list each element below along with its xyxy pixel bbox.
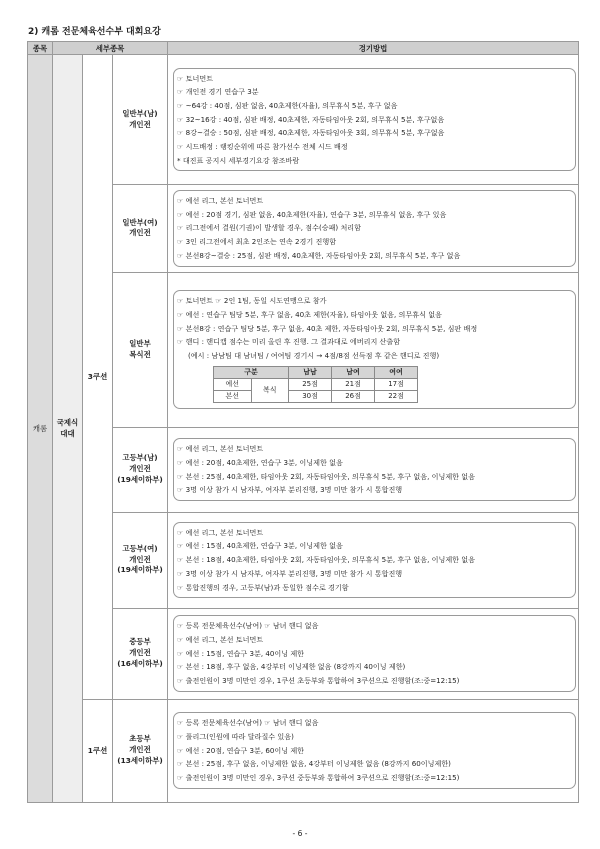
category-name-line: 고등부(남) [122,453,158,463]
rule-line: ☞ 8강~결승 : 50점, 심판 배정, 40초제한, 자동타임아웃 3회, 의무휴식 5분, 후구없음 [177,128,445,138]
rules-cell [168,427,579,512]
handicap-header-row [214,366,418,378]
handicap-value: 21점 [332,378,375,390]
rule-line: ☞ 예선 리그, 본선 토너먼트 [177,527,264,537]
rule-line: ☞ 출전인원이 3명 미만인 경우, 3쿠션 중등부와 통합하여 3쿠션으로 진행함(조:중=12:15) [177,773,460,783]
category-name [113,55,168,185]
rule-line: ☞ 예선 : 연습구 팀당 5분, 후구 없음, 40초 제한(자율), 타임아웃 없음, 의무휴식 없음 [177,309,442,319]
rules-box [173,438,576,501]
rules-cell [168,185,579,273]
cushion-3-cell: 3쿠션 [83,55,113,700]
handicap-header-cell: 남남 [289,366,332,378]
rule-line: ☞ 본선 : 25점, 40초제한, 타임아웃 2회, 자동타임아웃, 의무휴식 5분, 후구 없음, 이닝제한 없음 [177,471,475,481]
rule-line: ☞ 출전인원이 3명 미만인 경우, 1쿠션 초등부와 통합하여 3쿠션으로 진행함(조:중=12:15) [177,676,460,686]
category-name [113,185,168,273]
rule-line: ☞ 예선 리그, 본선 토너먼트 [177,634,264,644]
handicap-value: 26점 [332,390,375,402]
group-label: 국제식 [56,418,79,428]
rule-line: ☞ 통합진행의 경우, 고등부(남)과 동일한 점수로 경기함 [177,582,349,592]
rule-line: ☞ 3인 리그전에서 최초 2인조는 연속 2경기 진행함 [177,237,337,247]
handicap-row [214,378,418,390]
rule-line: ☞ 핸디 : 핸디캡 점수는 미리 올린 후 진행. 그 결과대로 에버리지 산출함 [177,337,401,347]
rules-table [27,41,579,803]
rule-line: ☞ 본선8강~결승 : 25점, 심판 배정, 40초제한, 자동타임아웃 2회, 의무휴식 5분, 후구 없음 [177,250,461,260]
rule-line: ☞ 본선 : 18점, 40초제한, 타임아웃 2회, 자동타임아웃, 의무휴식 5분, 후구 없음, 이닝제한 없음 [177,555,475,565]
rule-line: ☞ 32~16강 : 40점, 심판 배정, 40초제한, 자동타임아웃 2회, 의무휴식 5분, 후구없음 [177,114,445,124]
table-row [28,55,579,185]
header-method: 경기방법 [168,42,579,55]
rules-box [173,68,576,172]
rule-line: * 대진표 공지시 세부경기요강 참조바람 [177,155,300,165]
rule-line: ☞ 등록 전문체육선수(남여) ☞ 남녀 핸디 없음 [177,621,319,631]
rules-cell [168,512,579,608]
category-name-line: 개인전 [129,464,151,474]
rule-line: ☞ 3명 이상 참가 시 남자부, 여자부 분리진행, 3명 미만 참가 시 통합진행 [177,485,403,495]
rule-line: ☞ 예선 : 20점, 연습구 3분, 60이닝 제한 [177,745,305,755]
category-name [113,699,168,802]
handicap-merged: 복식 [251,378,289,402]
header-event: 세부종목 [53,42,168,55]
category-name [113,608,168,699]
rule-line: ☞ 본선 : 25점, 후구 없음, 이닝제한 없음, 4강부터 이닝제한 없음 (8강까지 60이닝제한) [177,759,451,769]
group-cell [53,55,83,803]
category-name-line: 복식전 [129,349,151,359]
category-name-line: (16세이하부) [117,658,163,668]
category-name-line: 초등부 [129,734,151,744]
category-name-line: 개인전 [129,119,151,129]
rule-line: ☞ 토너먼트 ☞ 2인 1팀, 동일 시도연맹으로 참가 [177,296,327,306]
handicap-row [214,390,418,402]
category-name-line: 일반부(여) [122,217,158,227]
header-sport: 종목 [28,42,53,55]
handicap-value: 25점 [289,378,332,390]
rule-line: ☞ 리그전에서 결원(기권)이 발생할 경우, 점수(승패) 처리함 [177,223,361,233]
rule-line: ☞ 개인전 경기 연습구 3분 [177,87,259,97]
rule-line: (예시 : 남남팀 대 남녀팀 / 여여팀 경기시 → 4점/8점 선득점 후 같은 핸디로 진행) [188,351,440,361]
rules-cell [168,55,579,185]
cushion-1-cell: 1쿠션 [83,699,113,802]
category-name-line: 개인전 [129,554,151,564]
category-name-line: (13세이하부) [117,755,163,765]
rule-line: ☞ 예선 : 20점 경기, 심판 없음, 40초제한(자율), 연습구 3분, 의무휴식 없음, 후구 있음 [177,209,447,219]
category-name [113,427,168,512]
rules-box [173,615,576,692]
table-row [28,699,579,802]
category-name-line: 개인전 [129,745,151,755]
group-label: 대대 [60,429,75,439]
rule-line: ☞ 예선 : 15점, 연습구 3분, 40이닝 제한 [177,648,305,658]
handicap-row-label: 본선 [214,390,252,402]
category-name-line: (19세이하부) [117,565,163,575]
handicap-header-cell: 여여 [375,366,418,378]
rule-line: ☞ 본선8강 : 연습구 팀당 5분, 후구 없음, 40초 제한, 자동타임아웃 2회, 의무휴식 5분, 심판 배정 [177,323,478,333]
handicap-table [213,366,418,403]
rule-line: ☞ 예선 리그, 본선 토너먼트 [177,196,264,205]
category-name-line: 일반부 [129,338,151,348]
rule-line: ☞ 등록 전문체육선수(남여) ☞ 남녀 핸디 없음 [177,718,319,728]
category-name [113,272,168,427]
handicap-value: 17점 [375,378,418,390]
category-name-line: 고등부(여) [122,543,158,553]
sport-cell: 캐롬 [28,55,53,803]
section-heading: 2) 캐롬 전문체육선수부 대회요강 [28,27,161,37]
category-name-line: 중등부 [129,637,151,647]
handicap-value: 22점 [375,390,418,402]
rules-box [173,712,576,789]
rule-line: ☞ 풀리그(인원에 따라 달라질수 있음) [177,731,294,741]
page-number: - 6 - [292,829,308,838]
handicap-header-cell: 구분 [214,366,289,378]
rules-box [173,190,576,267]
category-name-line: 개인전 [129,228,151,238]
category-name [113,512,168,608]
rule-line: ☞ 시드배정 : 랭킹순위에 따른 참가선수 전체 시드 배정 [177,142,348,152]
category-name-line: 일반부(남) [122,108,158,118]
rule-line: ☞ 예선 리그, 본선 토너먼트 [177,444,264,454]
rule-line: ☞ 예선 : 20점, 40초제한, 연습구 3분, 이닝제한 없음 [177,457,343,467]
rule-line: ☞ 3명 이상 참가 시 남자부, 여자부 분리진행, 3명 미만 참가 시 통합진행 [177,568,403,578]
rules-cell [168,699,579,802]
handicap-row-label: 예선 [214,378,252,390]
category-name-line: (19세이하부) [117,474,163,484]
rules-box [173,290,576,409]
handicap-value: 30점 [289,390,332,402]
rules-cell [168,608,579,699]
rule-line: ☞ 본선 : 18점, 후구 없음, 4강부터 이닝제한 없음 (8강까지 40이닝 제한) [177,662,406,672]
handicap-header-cell: 남여 [332,366,375,378]
category-name-line: 개인전 [129,648,151,658]
table-header-row [28,42,579,55]
rules-box [173,522,576,599]
rule-line: ☞ 예선 : 15점, 40초제한, 연습구 3분, 이닝제한 없음 [177,541,343,551]
rules-cell [168,272,579,427]
rule-line: ☞ 토너먼트 [177,73,214,83]
rule-line: ☞ ~64강 : 40점, 심판 없음, 40초제한(자율), 의무휴식 5분, 후구 없음 [177,100,398,110]
